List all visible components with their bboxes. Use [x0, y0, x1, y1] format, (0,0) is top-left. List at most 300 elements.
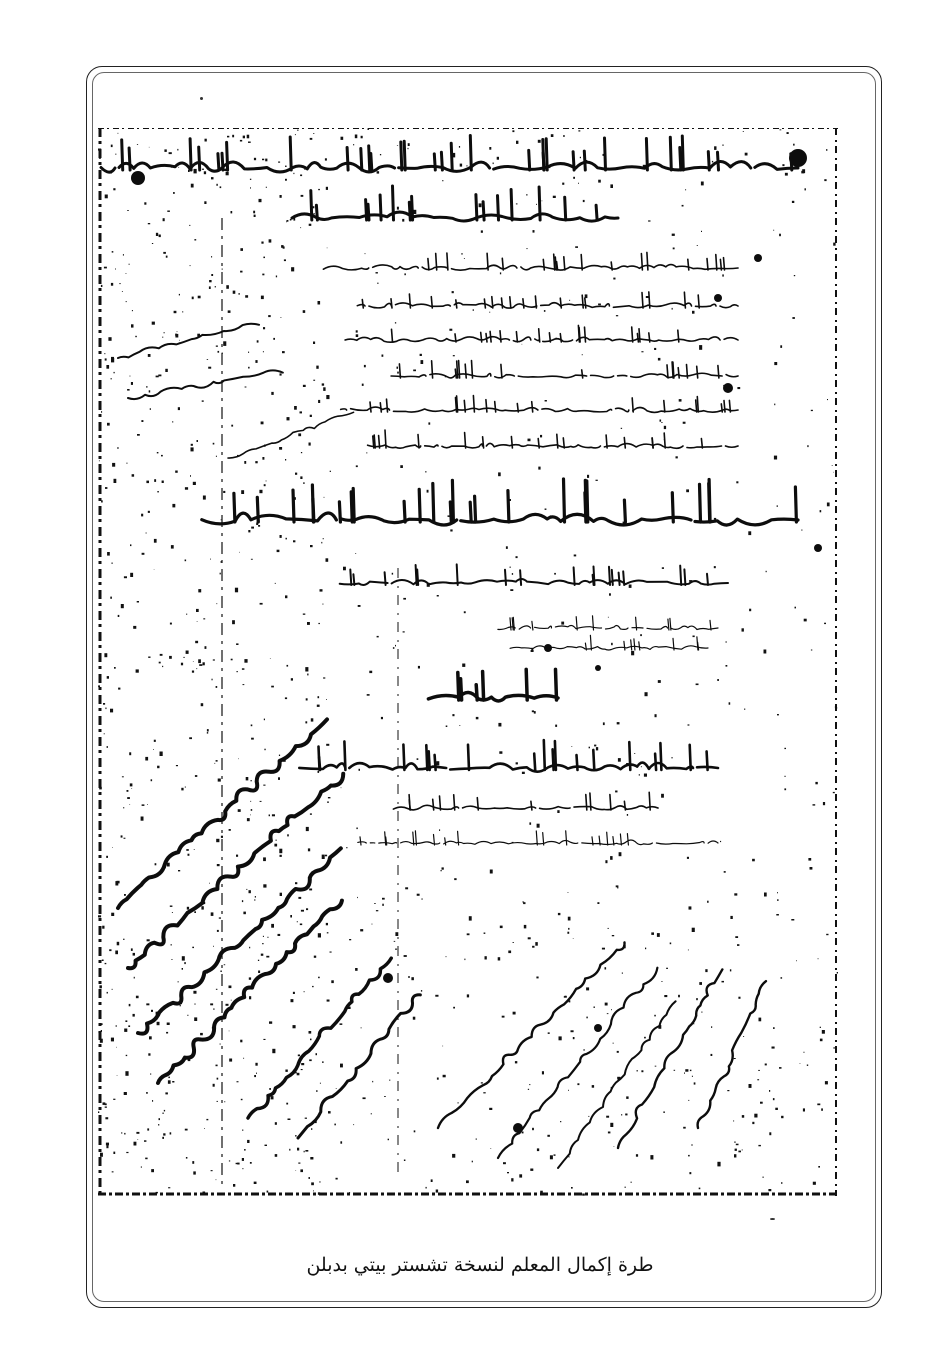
speckle: [792, 201, 794, 203]
speckle: [808, 858, 811, 861]
speckle: [305, 721, 307, 723]
script-stroke: [631, 640, 632, 650]
speckle: [472, 1161, 473, 1163]
speckle: [484, 933, 486, 934]
script-stroke: [678, 368, 679, 378]
speckle: [262, 159, 264, 161]
speckle: [115, 154, 116, 155]
speckle: [672, 234, 675, 236]
speckle: [368, 128, 369, 130]
speckle: [216, 1065, 218, 1067]
speckle: [107, 992, 108, 994]
script-stroke: [709, 480, 710, 523]
speckle: [297, 921, 298, 922]
speckle: [662, 567, 664, 569]
speckle: [683, 422, 686, 424]
speckle: [323, 677, 325, 678]
speckle: [729, 702, 731, 704]
speckle: [178, 981, 179, 982]
script-stroke: [724, 258, 725, 270]
speckle: [562, 183, 564, 185]
script-stroke: [468, 745, 469, 770]
speckle: [243, 1058, 244, 1059]
script-stroke: [593, 616, 594, 630]
speckle: [738, 997, 740, 999]
speckle: [166, 256, 168, 258]
script-stroke: [587, 481, 588, 522]
speckle: [464, 959, 465, 961]
speckle: [516, 141, 518, 144]
speckle: [596, 747, 598, 750]
speckle: [742, 1115, 744, 1118]
speckle: [560, 1121, 561, 1122]
script-stroke: [697, 366, 698, 378]
marginal-stroke: [128, 368, 283, 400]
speckle: [105, 1107, 107, 1108]
speckle: [417, 894, 420, 896]
speckle: [404, 1160, 406, 1162]
speckle: [251, 527, 254, 529]
speckle: [308, 848, 310, 851]
speckle: [837, 972, 838, 974]
speckle: [367, 694, 370, 696]
script-stroke: [434, 154, 435, 170]
speck: [200, 97, 203, 100]
speckle: [258, 971, 260, 974]
speckle: [306, 908, 308, 910]
speckle: [192, 297, 194, 300]
script-stroke: [555, 741, 556, 770]
speckle: [421, 990, 422, 992]
speckle: [165, 1092, 168, 1094]
speckle: [500, 272, 501, 274]
speckle: [260, 603, 263, 605]
speckle: [259, 490, 262, 493]
speckle: [136, 669, 139, 672]
speckle: [111, 1038, 114, 1042]
speckle: [102, 960, 104, 962]
script-stroke: [632, 327, 633, 342]
speckle: [431, 1179, 433, 1182]
speckle: [136, 996, 139, 999]
speckle: [394, 941, 396, 942]
speckle: [435, 995, 438, 997]
speckle: [779, 1067, 782, 1069]
speckle: [124, 1029, 127, 1032]
speckle: [216, 184, 217, 186]
speckle: [528, 1089, 529, 1090]
speckle: [833, 472, 834, 473]
speckle: [117, 1075, 118, 1076]
speckle: [524, 925, 527, 929]
script-stroke: [523, 299, 524, 308]
speckle: [145, 757, 148, 761]
script-stroke: [532, 621, 533, 630]
script-stroke: [647, 252, 648, 270]
speckle: [135, 336, 137, 337]
speckle: [133, 953, 135, 956]
speckle: [769, 1132, 771, 1135]
speckle: [105, 708, 106, 710]
speckle: [300, 1169, 303, 1172]
speckle: [469, 916, 472, 920]
speckle: [631, 651, 634, 655]
script-stroke: [419, 489, 420, 522]
speckle: [754, 1114, 757, 1118]
script-stroke: [227, 142, 228, 170]
marginal-note: [556, 1000, 676, 1169]
speckle: [725, 642, 727, 643]
speckle: [250, 801, 251, 802]
speckle: [538, 140, 541, 143]
speckle: [285, 697, 287, 699]
ink-blot: [754, 254, 762, 262]
speckle: [537, 1148, 539, 1151]
speckle: [658, 680, 661, 683]
speckle: [813, 804, 816, 805]
speckle: [310, 138, 313, 140]
speckle: [476, 1138, 477, 1139]
marginal-stroke: [135, 847, 345, 1038]
speckle: [184, 962, 186, 964]
speckle: [498, 472, 501, 476]
speckle: [619, 852, 622, 856]
script-stroke: [620, 834, 621, 845]
script-stroke: [673, 362, 674, 378]
speckle: [314, 213, 315, 215]
speckle: [182, 311, 183, 312]
script-stroke: [680, 566, 681, 585]
speckle: [223, 491, 225, 493]
speckle: [137, 601, 139, 603]
speckle: [201, 703, 204, 706]
speckle: [309, 1177, 310, 1179]
speckle: [127, 389, 130, 391]
speckle: [395, 949, 397, 950]
speckle: [611, 1009, 612, 1010]
speckle: [263, 785, 265, 786]
speckle: [190, 475, 191, 477]
speckle: [162, 666, 163, 667]
speckle: [622, 973, 623, 974]
speckle: [654, 1015, 656, 1017]
speckle: [318, 623, 320, 624]
script-stroke: [470, 136, 471, 171]
speckle: [686, 489, 689, 492]
speckle: [162, 1137, 164, 1139]
script-line: [340, 579, 728, 585]
speckle: [117, 447, 118, 449]
script-stroke: [718, 152, 719, 170]
speckle: [243, 684, 245, 685]
speckle: [568, 1090, 569, 1091]
script-stroke: [582, 370, 583, 378]
speckle: [807, 445, 808, 447]
speckle: [228, 310, 231, 313]
speckle: [821, 1108, 823, 1110]
speckle: [300, 924, 302, 926]
script-stroke: [403, 745, 404, 771]
speckle: [220, 1044, 221, 1045]
script-stroke: [680, 148, 681, 171]
speckle: [833, 1047, 835, 1048]
speckle: [247, 1140, 249, 1143]
speckle: [263, 936, 264, 937]
speckle: [682, 205, 684, 207]
scan-noise-speckles: [98, 128, 838, 1195]
speckle: [538, 467, 540, 470]
script-stroke: [543, 259, 544, 270]
speckle: [356, 828, 357, 830]
speckle: [235, 588, 238, 593]
speckle: [535, 942, 538, 946]
speckle: [699, 982, 702, 985]
speckle: [280, 535, 282, 538]
script-stroke: [486, 400, 487, 412]
speckle: [544, 310, 546, 312]
script-stroke: [495, 402, 496, 412]
speckle: [489, 312, 490, 313]
speckle: [309, 1059, 312, 1061]
speckle: [286, 538, 287, 540]
speckle: [516, 203, 518, 204]
speckle: [395, 932, 398, 936]
script-stroke: [531, 801, 532, 810]
speckle: [519, 1174, 522, 1177]
speckle: [361, 136, 363, 139]
script-stroke: [668, 619, 669, 630]
script-stroke: [718, 366, 719, 378]
speckle: [212, 679, 213, 681]
speckle: [107, 676, 109, 679]
speckle: [673, 248, 675, 250]
speckle: [231, 1000, 232, 1001]
speckle: [149, 390, 151, 392]
speckle: [210, 559, 211, 560]
speckle: [541, 201, 542, 202]
script-stroke: [316, 205, 317, 220]
script-stroke: [670, 618, 671, 630]
speckle: [336, 1088, 337, 1089]
speckle: [236, 1163, 238, 1164]
speckle: [156, 233, 158, 236]
speckle: [405, 887, 408, 889]
speckle: [178, 407, 180, 410]
speckle: [112, 989, 113, 990]
speckle: [263, 257, 265, 259]
speckle: [194, 169, 197, 174]
speckle: [573, 177, 575, 179]
speckle: [279, 447, 282, 450]
speckle: [689, 1172, 691, 1174]
script-stroke: [457, 564, 458, 585]
speckle: [310, 415, 312, 417]
speckle: [192, 947, 194, 948]
speckle: [356, 465, 358, 467]
speckle: [157, 766, 159, 769]
marginal-note: [245, 956, 395, 1122]
speckle: [752, 859, 755, 862]
speckle: [174, 311, 177, 313]
speckle: [540, 435, 542, 438]
speckle: [106, 1143, 109, 1146]
script-stroke: [566, 831, 567, 845]
speckle: [293, 1025, 296, 1028]
speckle: [503, 1162, 506, 1164]
marginal-note: [128, 368, 283, 400]
speckle: [169, 152, 172, 154]
speckle: [202, 400, 204, 401]
speckle: [250, 1162, 252, 1164]
speckle: [818, 958, 819, 959]
speckle: [198, 589, 201, 592]
script-stroke: [234, 493, 235, 522]
speckle: [781, 1182, 782, 1184]
speckle: [185, 487, 188, 490]
script-stroke: [484, 299, 485, 308]
speckle: [255, 896, 256, 898]
script-stroke: [720, 259, 721, 270]
speckle: [820, 510, 822, 512]
speckle: [355, 968, 358, 971]
ink-blot: [595, 665, 601, 671]
speckle: [229, 1160, 230, 1161]
speckle: [203, 618, 205, 619]
speckle: [151, 779, 153, 781]
speckle: [99, 1194, 101, 1196]
script-stroke: [564, 479, 565, 522]
speckle: [112, 847, 113, 848]
speckle: [825, 1081, 828, 1084]
speckle: [325, 158, 327, 160]
speckle: [609, 593, 611, 595]
speckle: [589, 747, 590, 749]
speckle: [311, 718, 314, 721]
speckle: [464, 258, 465, 259]
speckle: [304, 991, 305, 992]
speckle: [707, 901, 709, 903]
speckle: [244, 659, 247, 663]
speckle: [137, 1139, 138, 1140]
speckle: [298, 1163, 300, 1164]
speckle: [382, 904, 384, 906]
speckle: [194, 911, 196, 913]
speckle: [100, 1023, 102, 1025]
speckle: [571, 1187, 573, 1189]
speckle: [275, 583, 276, 584]
speckle: [216, 603, 217, 604]
speckle: [114, 667, 116, 669]
script-stroke: [579, 328, 580, 342]
speckle: [100, 1153, 103, 1157]
script-stroke: [605, 138, 606, 170]
speckle: [246, 777, 249, 780]
speckle: [181, 788, 183, 791]
script-stroke: [476, 195, 477, 220]
speckle: [258, 525, 260, 527]
speckle: [163, 218, 165, 221]
speckle: [752, 1122, 754, 1124]
speckle: [467, 994, 469, 997]
speckle: [119, 283, 120, 284]
speckle: [125, 1020, 127, 1022]
script-stroke: [729, 400, 730, 412]
speckle: [269, 1088, 271, 1090]
script-stroke: [418, 435, 419, 449]
speckle: [356, 334, 359, 337]
speckle: [563, 135, 565, 137]
speckle: [577, 1083, 579, 1085]
speckle: [282, 351, 285, 353]
speckle: [722, 145, 723, 146]
speckle: [832, 465, 833, 466]
manuscript-ink-blotches: [131, 149, 822, 1133]
speckle: [490, 1148, 491, 1149]
script-stroke: [594, 567, 595, 586]
speckle: [141, 1167, 142, 1168]
script-stroke: [721, 404, 722, 412]
speckle: [355, 553, 356, 554]
speckle: [403, 598, 406, 600]
speckle: [395, 322, 396, 323]
speckle: [264, 719, 265, 721]
speckle: [170, 623, 172, 625]
speckle: [211, 274, 213, 276]
speckle: [130, 544, 131, 546]
speckle: [323, 387, 325, 391]
speckle: [262, 274, 264, 276]
speckle: [241, 490, 244, 494]
speckle: [613, 1043, 614, 1044]
speckle: [320, 589, 323, 591]
speckle: [291, 999, 294, 1002]
speckle: [195, 775, 197, 777]
speckle: [690, 1070, 692, 1071]
speckle: [112, 463, 115, 467]
speckle: [483, 1092, 485, 1093]
speckle: [114, 372, 115, 373]
speckle: [397, 372, 399, 374]
speckle: [121, 1132, 122, 1133]
script-stroke: [670, 137, 671, 170]
script-stroke: [584, 151, 585, 170]
speckle: [326, 187, 328, 190]
script-stroke: [510, 297, 511, 308]
speckle: [215, 286, 216, 287]
script-stroke: [511, 437, 512, 449]
speckle: [271, 686, 274, 688]
speckle: [637, 1070, 638, 1071]
script-stroke: [535, 296, 536, 308]
script-stroke: [399, 364, 400, 378]
speckle: [699, 345, 702, 350]
speckle: [388, 1139, 389, 1141]
speckle: [232, 620, 235, 624]
speckle: [211, 256, 212, 257]
speckle: [464, 611, 466, 613]
speckle: [99, 787, 102, 790]
speckle: [171, 545, 174, 549]
speckle: [111, 145, 113, 148]
speckle: [827, 399, 828, 400]
speckle: [105, 1117, 108, 1119]
speckle: [327, 802, 329, 803]
speckle: [781, 977, 783, 979]
speckle: [588, 1116, 589, 1117]
speckle: [178, 167, 179, 168]
script-stroke: [546, 139, 547, 170]
speckle: [608, 617, 609, 618]
